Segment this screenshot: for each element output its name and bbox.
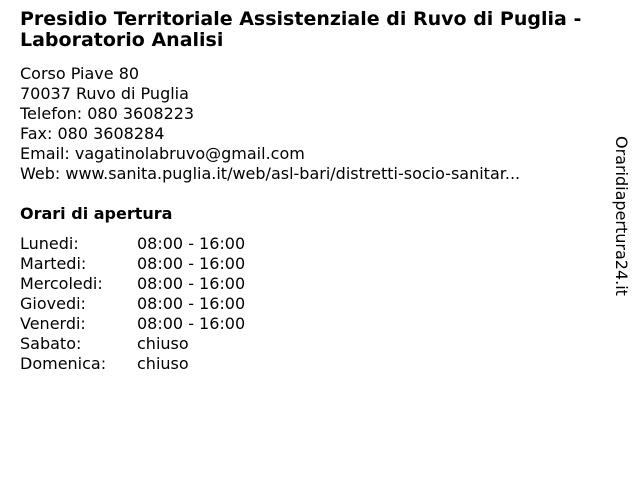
city-text: 70037 Ruvo di Puglia [20,84,189,103]
hours-row-thursday [20,294,320,314]
time-value: 08:00 - 16:00 [137,274,246,293]
hours-row-saturday [20,334,320,354]
hours-row-friday [20,314,320,334]
time-value: chiuso [137,334,189,353]
day-label: Sabato: [20,334,82,353]
web-text: Web: www.sanita.puglia.it/web/asl-bari/distretti-socio-sanitar... [20,164,521,183]
hours-row-monday [20,234,320,254]
title-line-2: Laboratorio Analisi [20,29,224,51]
opening-hours-table [20,234,320,374]
email-text: Email: vagatinolabruvo@gmail.com [20,144,305,163]
time-value: 08:00 - 16:00 [137,234,246,253]
day-label: Giovedi: [20,294,86,313]
day-label: Domenica: [20,354,107,373]
contact-block [20,64,520,184]
hours-row-tuesday [20,254,320,274]
day-label: Mercoledi: [20,274,103,293]
fax-text: Fax: 080 3608284 [20,124,165,143]
time-value: 08:00 - 16:00 [137,294,246,313]
page-title [20,9,620,51]
address-text: Corso Piave 80 [20,64,140,83]
hours-row-wednesday [20,274,320,294]
time-value: 08:00 - 16:00 [137,254,246,273]
day-label: Venerdi: [20,314,86,333]
hours-row-sunday [20,354,320,374]
phone-text: Telefon: 080 3608223 [20,104,195,123]
title-line-1: Presidio Territoriale Assistenziale di Ruvo di Puglia - [20,8,582,30]
opening-hours-heading: Orari di apertura [20,204,173,223]
day-label: Martedi: [20,254,87,273]
site-watermark: Oraridiapertura24.it [612,136,631,296]
day-label: Lunedi: [20,234,79,253]
time-value: 08:00 - 16:00 [137,314,246,333]
time-value: chiuso [137,354,189,373]
